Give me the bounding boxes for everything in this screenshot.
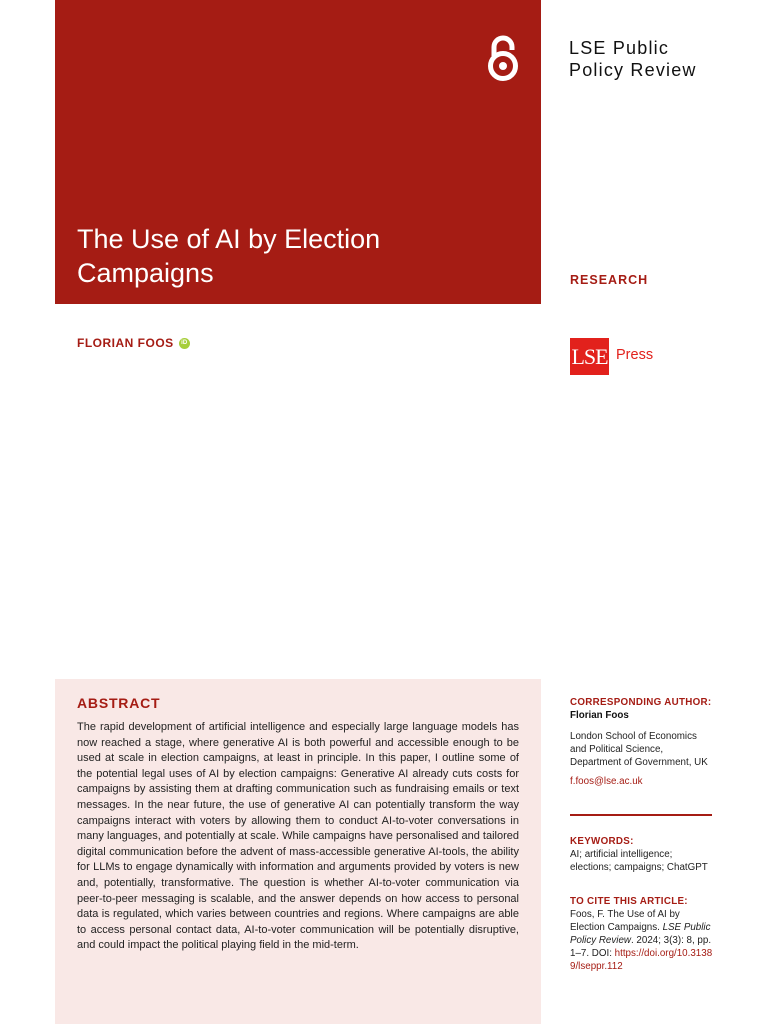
- citation-heading: TO CITE THIS ARTICLE:: [570, 896, 688, 907]
- journal-name-line1: LSE Public: [569, 38, 670, 58]
- title-banner: [55, 0, 541, 304]
- corresponding-heading: CORRESPONDING AUTHOR:: [570, 697, 712, 708]
- article-title: The Use of AI by Election Campaigns: [77, 224, 381, 288]
- open-access-icon: [486, 34, 520, 82]
- journal-name-line2: Policy Review: [569, 60, 697, 80]
- corresponding-email-link[interactable]: f.foos@lse.ac.uk: [570, 776, 643, 787]
- corresponding-affiliation: London School of Economics and Political Science, Department of Government, UK: [570, 731, 708, 768]
- citation-block: [570, 895, 715, 973]
- author-line: [77, 336, 190, 350]
- abstract-heading: ABSTRACT: [77, 695, 161, 711]
- keywords-heading: KEYWORDS:: [570, 836, 634, 847]
- citation-part2: . 2024; 3(3): 8, pp. 1–7. DOI:: [570, 935, 712, 959]
- keywords-text: AI; artificial intelligence; elections; campaigns; ChatGPT: [570, 849, 708, 873]
- author-name[interactable]: FLORIAN FOOS: [77, 336, 174, 350]
- journal-name: [569, 37, 759, 81]
- publisher-name: Press: [616, 346, 654, 363]
- citation-journal: LSE Public Policy Review: [570, 922, 711, 946]
- article-type: RESEARCH: [570, 273, 649, 287]
- citation-text: [570, 908, 715, 973]
- keywords-block: [570, 835, 715, 874]
- corresponding-author-block: [570, 696, 715, 788]
- orcid-icon[interactable]: iD: [179, 338, 190, 349]
- corresponding-name: Florian Foos: [570, 710, 629, 721]
- lse-logo-icon: LSE: [570, 338, 609, 375]
- abstract-text: The rapid development of artificial intelligence and especially large language models has now reached a stage, where generative AI is both powerful and accessible enough to be used at scale in election campaigns, at least in principle. In this paper, I outline some of the potential legal uses of AI by election campaigns: Generative AI already cuts costs for campaigns by assisting them at drafting communication such as fundraising emails or text messages. In the near future, the use of generative AI can potentially transform the way campaigns interact with voters by allowing them to conduct AI-to-voter conversations in many languages, and potentially at scale. While campaigns have personalised and tailored digital communication before the advent of mass-accessible generative AI-tools, the ability for LLMs to engage dynamically with information and arguments provided by voters is new and, potentially, transformative. The question is whether AI-to-voter communication via peer-to-peer messaging is scalable, and the answer depends on how access to personal data is regulated, which varies between countries and regions. Where campaigns are able to access personal contact data, AI-to-voter communication will be potentially disruptive, and could impact the political playing field in the mid-term.: [77, 721, 519, 952]
- sidebar-divider: [570, 814, 712, 816]
- publisher-logo: [570, 338, 653, 375]
- citation-doi-link[interactable]: https://doi.org/10.31389/lseppr.112: [570, 948, 713, 972]
- citation-part1: Foos, F. The Use of AI by Election Campaigns.: [570, 909, 680, 933]
